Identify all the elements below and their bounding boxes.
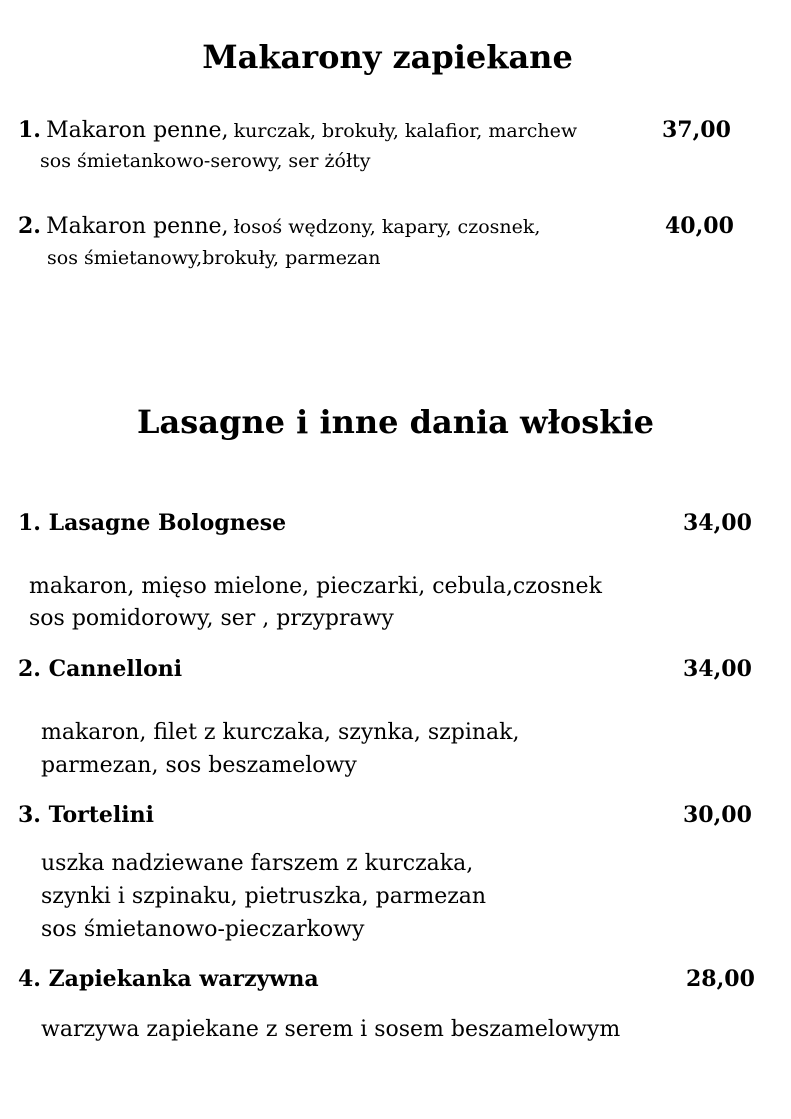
item-ingredients: kurczak, brokuły, kalafior, marchew [233, 120, 578, 142]
item-description: szynki i szpinaku, pietruszka, parmezan [41, 884, 487, 909]
item-name: Makaron penne, [46, 214, 229, 239]
section-title-makarony: Makarony zapiekane [202, 38, 573, 76]
item-description: makaron, mięso mielone, pieczarki, cebula,czosnek [29, 574, 602, 599]
menu-item-cannelloni: 2. Cannelloni [18, 656, 183, 682]
item-description: makaron, filet z kurczaka, szynka, szpinak, [41, 720, 520, 745]
item-description: warzywa zapiekane z serem i sosem beszamelowym [41, 1017, 621, 1042]
menu-item-1-title [18, 117, 577, 143]
item-description: sos śmietankowo-serowy, ser żółty [40, 150, 371, 172]
item-description: sos pomidorowy, ser , przyprawy [29, 606, 394, 631]
item-price: 28,00 [686, 966, 755, 992]
item-price: 37,00 [662, 117, 731, 143]
menu-item-lasagne: 1. Lasagne Bolognese [18, 510, 287, 536]
item-number: 2. [18, 213, 41, 239]
item-price: 34,00 [683, 656, 752, 682]
item-name: Makaron penne, [46, 118, 229, 143]
item-description: sos śmietanowy,brokuły, parmezan [47, 247, 381, 269]
item-description: parmezan, sos beszamelowy [41, 753, 357, 778]
item-description: sos śmietanowo-pieczarkowy [41, 917, 365, 942]
item-number: 1. [18, 117, 41, 143]
menu-item-zapiekanka: 4. Zapiekanka warzywna [18, 966, 319, 992]
section-title-lasagne: Lasagne i inne dania włoskie [137, 403, 654, 441]
item-price: 40,00 [665, 213, 734, 239]
item-description: uszka nadziewane farszem z kurczaka, [41, 851, 474, 876]
menu-item-2-title [18, 213, 540, 239]
menu-item-tortelini: 3. Tortelini [18, 802, 154, 828]
item-ingredients: łosoś wędzony, kapary, czosnek, [233, 216, 541, 238]
item-price: 30,00 [683, 802, 752, 828]
item-price: 34,00 [683, 510, 752, 536]
